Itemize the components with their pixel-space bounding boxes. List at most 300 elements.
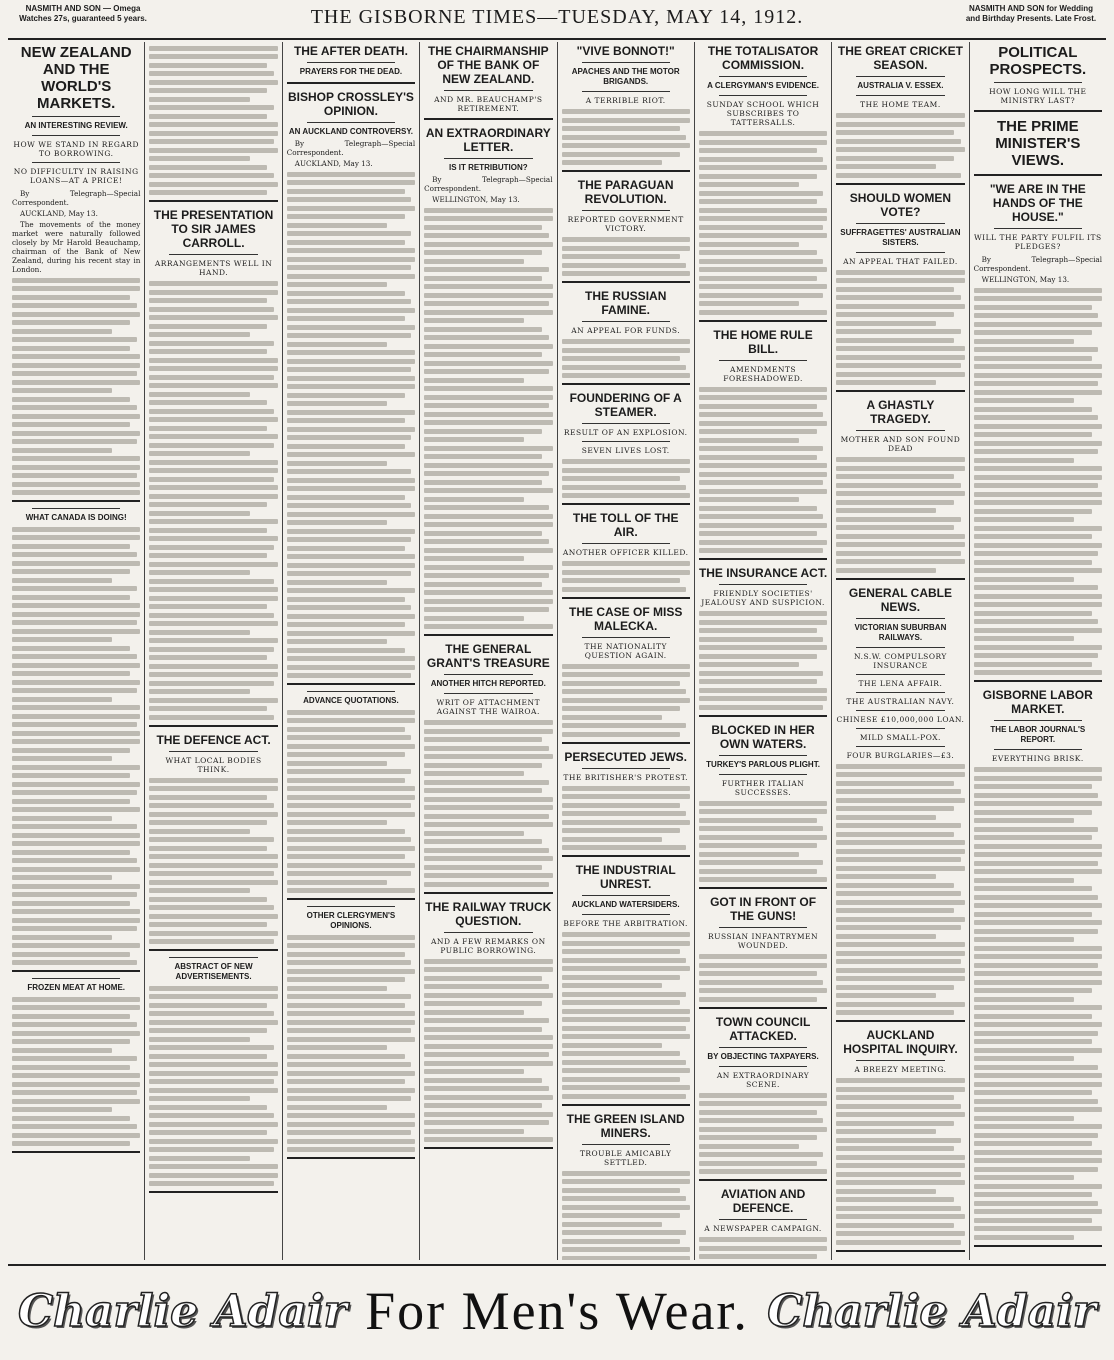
text-line — [287, 1130, 412, 1135]
text-line — [424, 814, 549, 819]
text-line — [149, 426, 267, 431]
article-headline: THE GREAT CRICKET SEASON. — [837, 44, 963, 72]
divider — [307, 62, 395, 63]
text-line — [424, 548, 552, 553]
text-line — [699, 963, 827, 968]
text-line — [699, 531, 817, 536]
text-line — [12, 824, 137, 829]
text-line — [836, 372, 964, 377]
text-line — [424, 822, 552, 827]
text-line — [12, 473, 137, 478]
article-deck: WILL THE PARTY FULFIL ITS PLEDGES? — [973, 233, 1102, 251]
text-line — [12, 748, 130, 753]
text-line — [974, 509, 1092, 514]
text-line — [699, 954, 827, 959]
text-line — [699, 242, 799, 247]
article-deck: CHINESE £10,000,000 LOAN. — [836, 714, 965, 724]
text-line — [974, 1065, 1099, 1070]
text-line — [562, 1026, 687, 1031]
text-line — [699, 679, 817, 684]
text-line — [836, 891, 961, 896]
article — [562, 750, 690, 858]
article-deck: EVERYTHING BRISK. — [991, 754, 1084, 763]
text-line — [699, 131, 827, 136]
text-line — [699, 404, 817, 409]
article-paragraph: WELLINGTON, May 13. — [981, 275, 1070, 284]
text-line — [562, 126, 680, 131]
column-2 — [145, 42, 282, 1260]
text-line — [974, 611, 1092, 616]
divider — [444, 932, 532, 933]
text-line — [424, 327, 542, 332]
text-line — [699, 489, 827, 494]
article-separator — [974, 680, 1102, 682]
masthead-right-line-2: and Birthday Presents. Late Frost. — [965, 14, 1097, 23]
article-text-block — [836, 1078, 964, 1245]
text-line — [12, 405, 137, 410]
text-line — [424, 763, 542, 768]
text-line — [424, 856, 552, 861]
text-line — [12, 807, 140, 812]
divider — [719, 360, 807, 361]
text-line — [699, 1118, 824, 1123]
text-line — [836, 993, 936, 998]
text-line — [287, 1037, 415, 1042]
text-line — [699, 671, 824, 676]
text-line — [149, 655, 267, 660]
article-separator — [974, 1245, 1102, 1247]
text-line — [149, 579, 274, 584]
column-3 — [283, 42, 420, 1260]
text-line — [287, 880, 387, 885]
text-line — [12, 952, 130, 957]
text-line — [149, 905, 274, 910]
divider — [582, 91, 670, 92]
text-line — [562, 271, 690, 276]
text-line — [287, 597, 405, 602]
text-line — [974, 483, 1099, 488]
article-subheading: WHAT CANADA IS DOING! — [25, 513, 127, 522]
text-line — [149, 63, 267, 68]
text-line — [836, 525, 954, 530]
text-line — [699, 835, 827, 840]
text-line — [287, 529, 415, 534]
text-line — [287, 189, 405, 194]
article — [699, 895, 827, 1009]
article-deck: SEVEN LIVES LOST. — [581, 446, 670, 455]
text-line — [149, 332, 249, 337]
text-line — [12, 850, 130, 855]
text-line — [424, 276, 542, 281]
article-text-block — [836, 270, 964, 386]
text-line — [974, 662, 1092, 667]
text-line — [836, 925, 961, 930]
text-line — [12, 935, 112, 940]
text-line — [149, 392, 249, 397]
text-line — [424, 318, 524, 323]
text-line — [149, 1088, 277, 1093]
text-line — [699, 628, 817, 633]
text-line — [562, 706, 680, 711]
text-line — [562, 1017, 690, 1022]
text-line — [287, 282, 387, 287]
text-line — [974, 339, 1074, 344]
text-line — [12, 629, 140, 634]
text-line — [974, 861, 1099, 866]
article-headline: THE GENERAL GRANT'S TREASURE — [426, 642, 550, 670]
text-line — [974, 322, 1102, 327]
article-headline: THE INDUSTRIAL UNREST. — [575, 863, 676, 891]
text-line — [149, 80, 277, 85]
article-headline: THE RUSSIAN FAMINE. — [585, 289, 667, 317]
text-line — [836, 304, 964, 309]
text-line — [699, 877, 827, 882]
text-line — [699, 412, 824, 417]
text-line — [424, 488, 552, 493]
text-line — [974, 835, 1092, 840]
divider — [994, 749, 1082, 750]
article-deck: WRIT OF ATTACHMENT AGAINST THE WAIROA. — [436, 698, 541, 716]
text-line — [12, 1133, 140, 1138]
article — [424, 44, 552, 120]
divider — [994, 720, 1082, 721]
article-headline: THE TOLL OF THE AIR. — [572, 511, 679, 539]
article-separator — [562, 742, 690, 744]
text-line — [562, 1077, 680, 1082]
text-line — [699, 1246, 827, 1251]
text-line — [562, 1205, 690, 1210]
article-separator — [287, 82, 415, 84]
article-separator — [699, 715, 827, 717]
divider — [856, 647, 944, 648]
text-line — [424, 993, 552, 998]
text-line — [287, 778, 405, 783]
text-line — [836, 278, 964, 283]
article-deck: MILD SMALL-POX. — [859, 732, 941, 742]
text-line — [424, 1052, 549, 1057]
divider — [719, 1047, 807, 1048]
text-line — [974, 628, 1102, 633]
text-line — [287, 469, 412, 474]
text-line — [12, 841, 140, 846]
text-line — [287, 735, 412, 740]
text-line — [12, 595, 130, 600]
article-deck: THE BRITISHER'S PROTEST. — [563, 772, 688, 782]
article-paragraph: By Telegraph—Special Correspondent. — [424, 175, 553, 193]
article-deck: A TERRIBLE RIOT. — [585, 96, 666, 105]
text-line — [562, 1171, 690, 1176]
article — [699, 1187, 827, 1260]
text-line — [836, 1172, 961, 1177]
article-paragraph: By Telegraph—Special Correspondent. — [286, 139, 416, 157]
text-line — [149, 863, 277, 868]
article-text-block — [699, 611, 827, 710]
text-line — [974, 1005, 1102, 1010]
text-line — [287, 503, 412, 508]
text-line — [149, 1071, 277, 1076]
text-line — [974, 1090, 1092, 1095]
text-line — [149, 888, 249, 893]
article — [836, 191, 964, 393]
text-line — [836, 346, 964, 351]
article — [149, 46, 277, 203]
text-line — [562, 485, 687, 490]
divider — [582, 210, 670, 211]
text-line — [12, 286, 140, 291]
text-line — [149, 409, 274, 414]
text-line — [836, 815, 936, 820]
text-line — [699, 438, 799, 443]
text-line — [424, 780, 549, 785]
text-line — [149, 820, 267, 825]
text-line — [287, 727, 405, 732]
text-line — [12, 654, 137, 659]
article-separator — [424, 118, 552, 120]
text-line — [287, 1079, 405, 1084]
text-line — [699, 446, 824, 451]
text-line — [287, 863, 415, 868]
text-line — [12, 482, 140, 487]
text-line — [974, 560, 1092, 565]
divider — [32, 978, 120, 979]
article-separator — [836, 578, 964, 580]
text-line — [287, 952, 405, 957]
text-line — [424, 403, 549, 408]
article-deck: MOTHER AND SON FOUND DEAD — [840, 435, 961, 453]
article-text-block — [699, 954, 827, 1002]
text-line — [699, 182, 799, 187]
article-paragraph: AUCKLAND, May 13. — [20, 209, 98, 218]
text-line — [562, 561, 690, 566]
text-line — [424, 352, 542, 357]
article-deck: A BREEZY MEETING. — [854, 1065, 947, 1074]
text-line — [424, 301, 549, 306]
text-line — [12, 909, 140, 914]
text-line — [424, 624, 552, 629]
text-line — [699, 514, 824, 519]
article-deck: RESULT OF AN EXPLOSION. — [563, 428, 688, 437]
text-line — [836, 164, 936, 169]
text-line — [836, 130, 954, 135]
text-line — [699, 1127, 827, 1132]
text-line — [149, 1079, 274, 1084]
text-line — [149, 897, 267, 902]
text-line — [424, 335, 549, 340]
text-line — [149, 307, 274, 312]
text-line — [287, 846, 415, 851]
article-text-block — [12, 278, 140, 496]
text-line — [836, 1197, 954, 1202]
text-line — [836, 363, 961, 368]
text-line — [12, 773, 130, 778]
text-line — [836, 559, 964, 564]
masthead-right-line-1: NASMITH AND SON for Wedding — [969, 4, 1093, 13]
article-subheading: BY OBJECTING TAXPAYERS. — [707, 1051, 819, 1061]
text-line — [12, 1005, 140, 1010]
article — [699, 723, 827, 890]
text-line — [149, 519, 277, 524]
article-headline: GISBORNE LABOR MARKET. — [982, 688, 1093, 716]
text-line — [12, 1141, 130, 1146]
text-line — [974, 895, 1099, 900]
article-text-block — [699, 1237, 827, 1260]
text-line — [974, 526, 1102, 531]
text-line — [424, 607, 549, 612]
article-separator — [424, 892, 552, 894]
text-line — [287, 820, 387, 825]
text-line — [699, 250, 817, 255]
text-line — [149, 829, 249, 834]
divider — [856, 710, 944, 711]
article-deck: THE AUSTRALIAN NAVY. — [846, 696, 955, 706]
text-line — [974, 963, 1099, 968]
article-headline: THE PRESENTATION TO SIR JAMES CARROLL. — [153, 208, 274, 250]
text-line — [287, 274, 415, 279]
text-line — [149, 434, 277, 439]
divider — [994, 82, 1082, 83]
text-line — [149, 1113, 274, 1118]
article-text-block — [562, 664, 690, 737]
text-line — [287, 197, 412, 202]
text-line — [974, 1218, 1092, 1223]
text-line — [12, 527, 140, 532]
text-line — [836, 483, 961, 488]
text-line — [287, 316, 405, 321]
text-line — [836, 508, 936, 513]
article-headline: THE HOME RULE BILL. — [713, 327, 813, 356]
text-line — [12, 1124, 137, 1129]
text-line — [836, 823, 961, 828]
text-line — [974, 980, 1102, 985]
text-line — [287, 1020, 415, 1025]
text-line — [424, 873, 552, 878]
article — [974, 182, 1102, 682]
text-line — [287, 257, 415, 262]
text-line — [287, 520, 387, 525]
text-line — [149, 114, 267, 119]
text-line — [149, 846, 267, 851]
text-line — [12, 867, 140, 872]
text-line — [287, 214, 405, 219]
text-line — [149, 672, 277, 677]
article-separator — [287, 1157, 415, 1159]
article — [699, 328, 827, 561]
text-line — [562, 828, 680, 833]
article-separator — [974, 174, 1102, 176]
article — [12, 508, 140, 972]
article-subheading: AUSTRALIA V. ESSEX. — [857, 81, 944, 90]
text-line — [974, 1167, 1099, 1172]
article-text-block — [424, 720, 552, 887]
article-separator — [12, 500, 140, 502]
text-line — [562, 263, 687, 268]
text-line — [149, 375, 274, 380]
text-line — [836, 1087, 964, 1092]
text-line — [149, 324, 267, 329]
text-line — [836, 959, 961, 964]
article-deck: FRIENDLY SOCIETIES' JEALOUSY AND SUSPICION. — [701, 589, 825, 607]
text-line — [424, 454, 542, 459]
text-line — [12, 578, 112, 583]
text-line — [12, 875, 112, 880]
text-line — [12, 586, 137, 591]
text-line — [424, 208, 552, 213]
text-line — [974, 568, 1102, 573]
text-line — [12, 722, 137, 727]
text-line — [149, 443, 274, 448]
article-separator — [287, 898, 415, 900]
text-line — [12, 646, 130, 651]
text-line — [836, 113, 964, 118]
text-line — [699, 225, 824, 230]
text-line — [562, 1000, 680, 1005]
divider — [582, 895, 670, 896]
article-text-block — [149, 986, 277, 1187]
article-deck: THE NATIONALITY QUESTION AGAIN. — [584, 641, 667, 660]
text-line — [699, 472, 827, 477]
text-line — [699, 395, 827, 400]
text-line — [836, 1078, 964, 1083]
text-line — [699, 662, 799, 667]
text-line — [836, 968, 964, 973]
text-line — [12, 414, 140, 419]
divider — [582, 423, 670, 424]
article-body — [424, 175, 552, 204]
text-line — [424, 250, 542, 255]
text-line — [149, 148, 277, 153]
text-line — [699, 174, 817, 179]
article-separator — [699, 320, 827, 322]
text-line — [562, 118, 690, 123]
text-line — [12, 816, 112, 821]
text-line — [424, 1044, 552, 1049]
text-line — [424, 412, 552, 417]
text-line — [149, 477, 274, 482]
text-line — [287, 325, 415, 330]
article-deck: ANOTHER OFFICER KILLED. — [562, 548, 689, 557]
text-line — [974, 424, 1102, 429]
article-subheading: FROZEN MEAT AT HOME. — [27, 983, 125, 992]
text-line — [562, 1256, 690, 1261]
article-separator — [562, 281, 690, 283]
text-line — [149, 786, 277, 791]
article-separator — [562, 597, 690, 599]
text-line — [836, 1002, 964, 1007]
text-line — [424, 1137, 552, 1142]
text-line — [699, 191, 824, 196]
text-line — [149, 511, 249, 516]
text-line — [424, 522, 552, 527]
text-line — [699, 1101, 827, 1106]
text-line — [149, 1164, 277, 1169]
text-line — [424, 1095, 552, 1100]
text-line — [149, 451, 249, 456]
text-line — [836, 1180, 964, 1185]
text-line — [424, 463, 552, 468]
divider — [856, 223, 944, 224]
divider — [582, 543, 670, 544]
text-line — [974, 432, 1092, 437]
article — [562, 511, 690, 599]
text-line — [287, 452, 415, 457]
article-deck: HOW WE STAND IN REGARD TO BORROWING. — [13, 140, 139, 158]
text-line — [424, 556, 524, 561]
text-line — [424, 616, 524, 621]
text-line — [424, 754, 552, 759]
text-line — [287, 1122, 415, 1127]
text-line — [562, 1196, 687, 1201]
text-line — [149, 341, 274, 346]
